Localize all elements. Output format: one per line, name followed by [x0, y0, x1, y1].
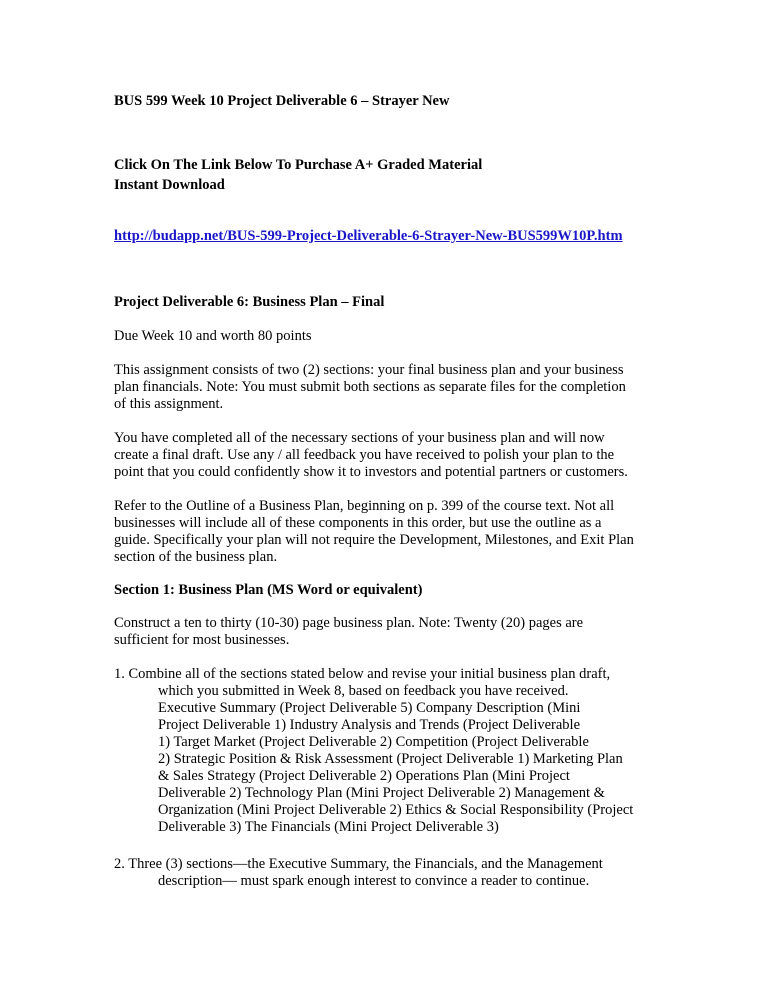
list-item-1: 1. Combine all of the sections stated below and revise your initial business plan draft,	[114, 666, 611, 682]
paragraph-line: Refer to the Outline of a Business Plan, beginning on p. 399 of the course text. Not all	[114, 498, 615, 514]
assignment-heading: Project Deliverable 6: Business Plan – Final	[114, 294, 385, 310]
paragraph-line: You have completed all of the necessary sections of your business plan and will now	[114, 430, 605, 446]
paragraph-line: of this assignment.	[114, 396, 224, 412]
purchase-instruction: Click On The Link Below To Purchase A+ Graded Material	[114, 157, 483, 173]
list-item-1-line: 1) Target Market (Project Deliverable 2) Competition (Project Deliverable	[158, 734, 589, 750]
list-item-1-line: Project Deliverable 1) Industry Analysis and Trends (Project Deliverable	[158, 717, 581, 733]
instant-download-label: Instant Download	[114, 177, 225, 193]
purchase-link[interactable]: http://budapp.net/BUS-599-Project-Deliverable-6-Strayer-New-BUS599W10P.htm	[114, 228, 623, 244]
list-item-1-line: Executive Summary (Project Deliverable 5) Company Description (Mini	[158, 700, 581, 716]
paragraph-line: Construct a ten to thirty (10-30) page business plan. Note: Twenty (20) pages are	[114, 615, 584, 631]
list-item-1-line: & Sales Strategy (Project Deliverable 2) Operations Plan (Mini Project	[158, 768, 570, 784]
list-item-1-line: Organization (Mini Project Deliverable 2) Ethics & Social Responsibility (Project	[158, 802, 634, 818]
list-item-1-line: Deliverable 2) Technology Plan (Mini Project Deliverable 2) Management &	[158, 785, 605, 801]
list-item-1-line: Deliverable 3) The Financials (Mini Project Deliverable 3)	[158, 819, 499, 835]
paragraph-line: guide. Specifically your plan will not require the Development, Milestones, and Exit Plan	[114, 532, 634, 548]
paragraph-line: create a final draft. Use any / all feedback you have received to polish your plan to the	[114, 447, 615, 463]
due-date-text: Due Week 10 and worth 80 points	[114, 328, 312, 344]
document-title: BUS 599 Week 10 Project Deliverable 6 – Strayer New	[114, 93, 450, 109]
paragraph-line: This assignment consists of two (2) sections: your final business plan and your business	[114, 362, 624, 378]
list-item-1-line: 2) Strategic Position & Risk Assessment (Project Deliverable 1) Marketing Plan	[158, 751, 623, 767]
paragraph-line: businesses will include all of these components in this order, but use the outline as a	[114, 515, 602, 531]
paragraph-line: sufficient for most businesses.	[114, 632, 290, 648]
section-1-heading: Section 1: Business Plan (MS Word or equivalent)	[114, 582, 423, 598]
list-item-1-line: which you submitted in Week 8, based on feedback you have received.	[158, 683, 569, 699]
paragraph-line: point that you could confidently show it to investors and potential partners or customers.	[114, 464, 628, 480]
paragraph-line: plan financials. Note: You must submit both sections as separate files for the completion	[114, 379, 626, 395]
list-item-2: 2. Three (3) sections—the Executive Summary, the Financials, and the Management	[114, 856, 603, 872]
paragraph-line: section of the business plan.	[114, 549, 278, 565]
list-item-2-line: description— must spark enough interest to convince a reader to continue.	[158, 873, 590, 889]
